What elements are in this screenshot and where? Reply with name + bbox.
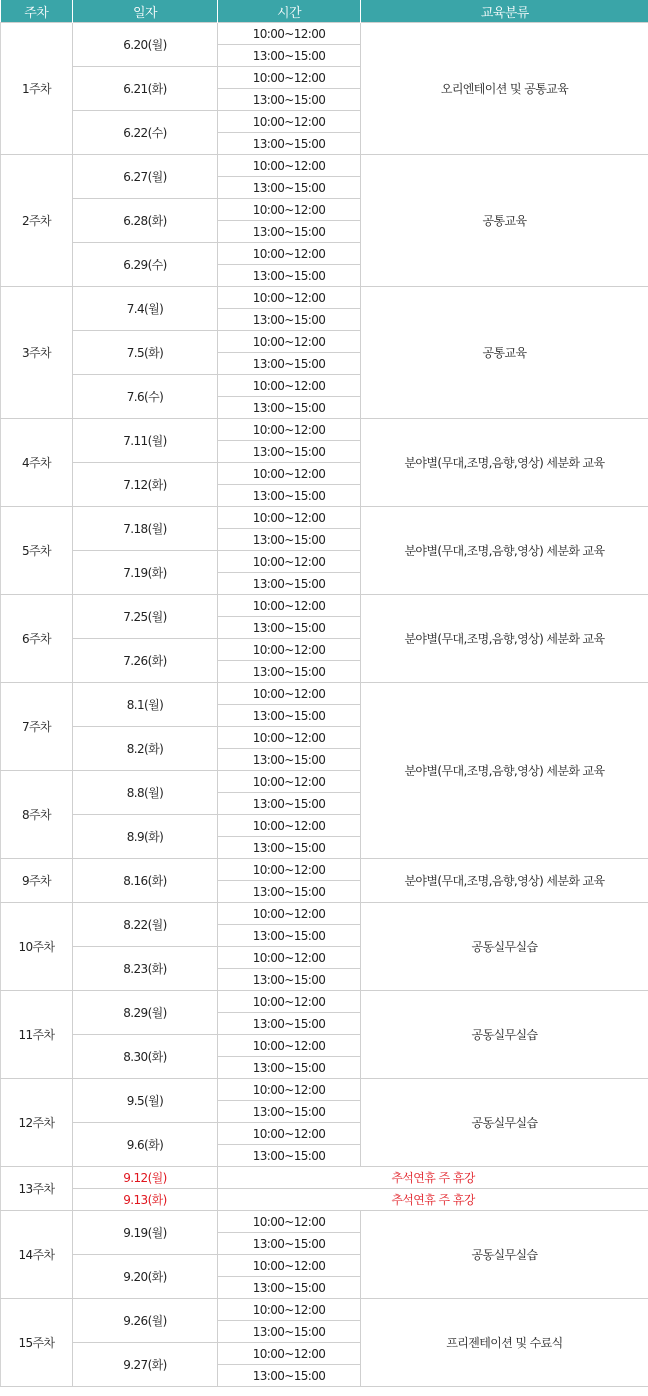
time-cell: 10:00~12:00: [218, 859, 361, 881]
category-cell: 공통교육: [361, 155, 648, 287]
date-cell: 9.19(월): [73, 1211, 218, 1255]
time-cell: 13:00~15:00: [218, 705, 361, 727]
date-cell: 7.6(수): [73, 375, 218, 419]
holiday-note-cell: 추석연휴 주 휴강: [218, 1167, 648, 1189]
category-cell: 오리엔테이션 및 공통교육: [361, 23, 648, 155]
time-cell: 10:00~12:00: [218, 683, 361, 705]
time-cell: 13:00~15:00: [218, 617, 361, 639]
time-cell: 10:00~12:00: [218, 243, 361, 265]
date-cell: 6.20(월): [73, 23, 218, 67]
date-cell: 8.2(화): [73, 727, 218, 771]
date-cell: 8.30(화): [73, 1035, 218, 1079]
time-cell: 13:00~15:00: [218, 221, 361, 243]
header-date: 일자: [73, 0, 218, 23]
date-cell: 6.28(화): [73, 199, 218, 243]
date-cell: 7.5(화): [73, 331, 218, 375]
header-week: 주차: [1, 0, 73, 23]
time-cell: 10:00~12:00: [218, 23, 361, 45]
table-row: [1, 1079, 648, 1101]
category-cell: 분야별(무대,조명,음향,영상) 세분화 교육: [361, 419, 648, 507]
time-cell: 13:00~15:00: [218, 1013, 361, 1035]
table-row: [1, 1299, 648, 1321]
week-cell: 6주차: [1, 595, 73, 683]
category-cell: 공통교육: [361, 287, 648, 419]
week-cell: 13주차: [1, 1167, 73, 1211]
date-cell: 8.29(월): [73, 991, 218, 1035]
week-cell: 4주차: [1, 419, 73, 507]
time-cell: 13:00~15:00: [218, 1101, 361, 1123]
time-cell: 10:00~12:00: [218, 1035, 361, 1057]
holiday-date-cell: 9.12(월): [73, 1167, 218, 1189]
time-cell: 13:00~15:00: [218, 1145, 361, 1167]
date-cell: 8.8(월): [73, 771, 218, 815]
date-cell: 6.21(화): [73, 67, 218, 111]
date-cell: 8.22(월): [73, 903, 218, 947]
time-cell: 13:00~15:00: [218, 1057, 361, 1079]
table-row: [1, 155, 648, 177]
date-cell: 7.25(월): [73, 595, 218, 639]
time-cell: 13:00~15:00: [218, 265, 361, 287]
date-cell: 8.9(화): [73, 815, 218, 859]
week-cell: 11주차: [1, 991, 73, 1079]
time-cell: 10:00~12:00: [218, 1123, 361, 1145]
table-row: [1, 507, 648, 529]
table-row: [1, 1189, 648, 1211]
header-row: [1, 0, 648, 23]
table-row: [1, 903, 648, 925]
time-cell: 10:00~12:00: [218, 991, 361, 1013]
time-cell: 13:00~15:00: [218, 441, 361, 463]
date-cell: 8.23(화): [73, 947, 218, 991]
date-cell: 6.27(월): [73, 155, 218, 199]
time-cell: 10:00~12:00: [218, 155, 361, 177]
time-cell: 13:00~15:00: [218, 793, 361, 815]
date-cell: 9.20(화): [73, 1255, 218, 1299]
time-cell: 13:00~15:00: [218, 309, 361, 331]
table-row: [1, 683, 648, 705]
time-cell: 10:00~12:00: [218, 639, 361, 661]
date-cell: 9.6(화): [73, 1123, 218, 1167]
schedule-body: [1, 23, 648, 1387]
holiday-note-cell: 추석연휴 주 휴강: [218, 1189, 648, 1211]
date-cell: 6.22(수): [73, 111, 218, 155]
table-row: [1, 991, 648, 1013]
time-cell: 10:00~12:00: [218, 419, 361, 441]
time-cell: 13:00~15:00: [218, 1233, 361, 1255]
date-cell: 7.4(월): [73, 287, 218, 331]
time-cell: 13:00~15:00: [218, 397, 361, 419]
week-cell: 7주차: [1, 683, 73, 771]
table-row: [1, 595, 648, 617]
time-cell: 13:00~15:00: [218, 177, 361, 199]
time-cell: 10:00~12:00: [218, 1211, 361, 1233]
category-cell: 프리젠테이션 및 수료식: [361, 1299, 648, 1387]
week-cell: 3주차: [1, 287, 73, 419]
time-cell: 10:00~12:00: [218, 199, 361, 221]
week-cell: 5주차: [1, 507, 73, 595]
time-cell: 10:00~12:00: [218, 463, 361, 485]
time-cell: 13:00~15:00: [218, 925, 361, 947]
time-cell: 10:00~12:00: [218, 727, 361, 749]
category-cell: 공동실무실습: [361, 903, 648, 991]
week-cell: 12주차: [1, 1079, 73, 1167]
time-cell: 10:00~12:00: [218, 1079, 361, 1101]
time-cell: 10:00~12:00: [218, 771, 361, 793]
week-cell: 8주차: [1, 771, 73, 859]
time-cell: 13:00~15:00: [218, 1365, 361, 1387]
time-cell: 10:00~12:00: [218, 375, 361, 397]
week-cell: 9주차: [1, 859, 73, 903]
holiday-date-cell: 9.13(화): [73, 1189, 218, 1211]
date-cell: 7.12(화): [73, 463, 218, 507]
week-cell: 14주차: [1, 1211, 73, 1299]
date-cell: 8.16(화): [73, 859, 218, 903]
time-cell: 10:00~12:00: [218, 1255, 361, 1277]
time-cell: 10:00~12:00: [218, 903, 361, 925]
time-cell: 13:00~15:00: [218, 133, 361, 155]
time-cell: 13:00~15:00: [218, 749, 361, 771]
time-cell: 13:00~15:00: [218, 45, 361, 67]
category-cell: 분야별(무대,조명,음향,영상) 세분화 교육: [361, 859, 648, 903]
header-time: 시간: [218, 0, 361, 23]
time-cell: 10:00~12:00: [218, 287, 361, 309]
category-cell: 분야별(무대,조명,음향,영상) 세분화 교육: [361, 595, 648, 683]
time-cell: 13:00~15:00: [218, 89, 361, 111]
date-cell: 6.29(수): [73, 243, 218, 287]
header-category: 교육분류: [361, 0, 648, 23]
week-cell: 1주차: [1, 23, 73, 155]
time-cell: 10:00~12:00: [218, 551, 361, 573]
time-cell: 10:00~12:00: [218, 595, 361, 617]
category-cell: 공동실무실습: [361, 1079, 648, 1167]
table-row: [1, 23, 648, 45]
time-cell: 13:00~15:00: [218, 661, 361, 683]
time-cell: 13:00~15:00: [218, 881, 361, 903]
table-row: [1, 859, 648, 881]
date-cell: 9.26(월): [73, 1299, 218, 1343]
time-cell: 13:00~15:00: [218, 485, 361, 507]
date-cell: 7.18(월): [73, 507, 218, 551]
week-cell: 10주차: [1, 903, 73, 991]
time-cell: 13:00~15:00: [218, 837, 361, 859]
week-cell: 2주차: [1, 155, 73, 287]
time-cell: 13:00~15:00: [218, 969, 361, 991]
time-cell: 10:00~12:00: [218, 1299, 361, 1321]
time-cell: 13:00~15:00: [218, 353, 361, 375]
time-cell: 13:00~15:00: [218, 1321, 361, 1343]
time-cell: 10:00~12:00: [218, 507, 361, 529]
time-cell: 10:00~12:00: [218, 815, 361, 837]
date-cell: 7.19(화): [73, 551, 218, 595]
category-cell: 공동실무실습: [361, 991, 648, 1079]
date-cell: 8.1(월): [73, 683, 218, 727]
table-row: [1, 1211, 648, 1233]
table-row: [1, 287, 648, 309]
table-row: [1, 1167, 648, 1189]
date-cell: 9.27(화): [73, 1343, 218, 1387]
table-row: [1, 419, 648, 441]
time-cell: 13:00~15:00: [218, 529, 361, 551]
time-cell: 13:00~15:00: [218, 1277, 361, 1299]
date-cell: 7.26(화): [73, 639, 218, 683]
category-cell: 분야별(무대,조명,음향,영상) 세분화 교육: [361, 683, 648, 859]
time-cell: 10:00~12:00: [218, 111, 361, 133]
time-cell: 10:00~12:00: [218, 1343, 361, 1365]
date-cell: 7.11(월): [73, 419, 218, 463]
date-cell: 9.5(월): [73, 1079, 218, 1123]
category-cell: 공동실무실습: [361, 1211, 648, 1299]
week-cell: 15주차: [1, 1299, 73, 1387]
category-cell: 분야별(무대,조명,음향,영상) 세분화 교육: [361, 507, 648, 595]
time-cell: 10:00~12:00: [218, 67, 361, 89]
time-cell: 13:00~15:00: [218, 573, 361, 595]
time-cell: 10:00~12:00: [218, 331, 361, 353]
time-cell: 10:00~12:00: [218, 947, 361, 969]
